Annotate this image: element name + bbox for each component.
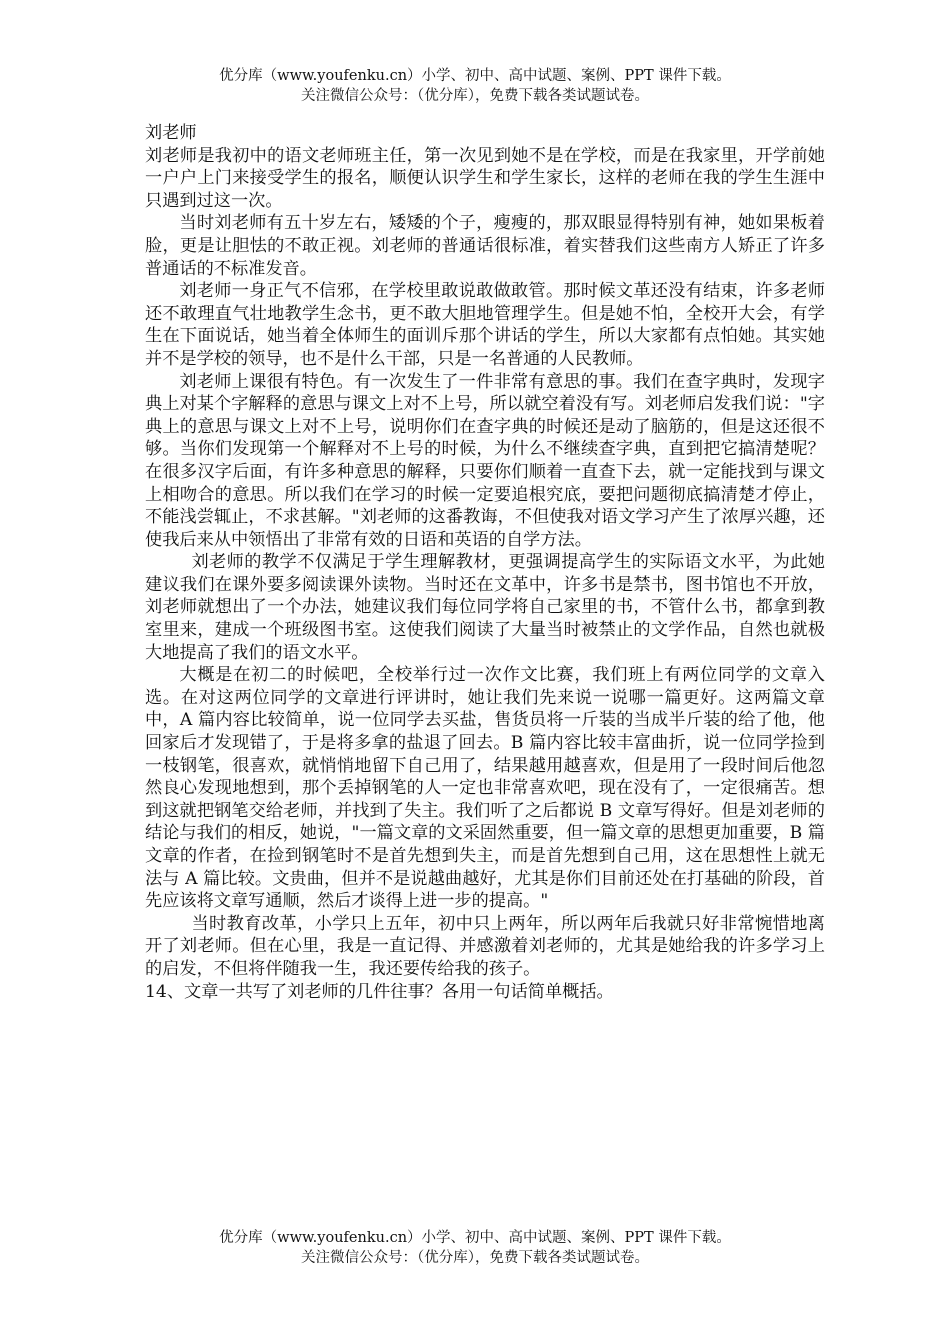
paragraph-1: 刘老师是我初中的语文老师班主任，第一次见到她不是在学校，而是在我家里，开学前她一户户上门来接受学生的报名，顺便认识学生和学生家长，这样的老师在我的学生生涯中只遇到过这一次。 (145, 145, 825, 211)
header-line-1: 优分库（www.youfenku.cn）小学、初中、高中试题、案例、PPT 课件下载。 (219, 68, 731, 84)
header-line-2: 关注微信公众号：（优分库），免费下载各类试题试卷。 (301, 88, 649, 104)
article-title: 刘老师 (145, 123, 197, 143)
paragraph-2: 当时刘老师有五十岁左右，矮矮的个子，瘦瘦的，那双眼显得特别有神，她如果板着脸，更是让胆怯的不敢正视。刘老师的普通话很标准，着实替我们这些南方人矫正了许多普通话的不标准发音。 (145, 213, 825, 279)
article-body (145, 122, 825, 1003)
footer-line-2: 关注微信公众号：（优分库），免费下载各类试题试卷。 (301, 1250, 649, 1266)
question-14: 14、文章一共写了刘老师的几件往事？各用一句话简单概括。 (145, 981, 614, 1002)
footer-line-1: 优分库（www.youfenku.cn）小学、初中、高中试题、案例、PPT 课件下载。 (219, 1230, 731, 1246)
paragraph-4: 刘老师上课很有特色。有一次发生了一件非常有意思的事。我们在查字典时，发现字典上对某个字解释的意思与课文上对不上号，所以就空着没有写。刘老师启发我们说："字典上的意思与课文上对不上号，说明你们在查字典的时候还是动了脑筋的，但是这还很不够。当你们发现第一个解释对不上号的时候，为什么不继续查字典，直到把它搞清楚呢？在很多汉字后面，有许多种意思的解释，只要你们顺着一直查下去，就一定能找到与课文上相吻合的意思。所以我们在学习的时候一定要追根究底，要把问题彻底搞清楚才停止，不能浅尝辄止，不求甚解。"刘老师的这番教诲，不但使我对语文学习产生了浓厚兴趣，还使我后来从中领悟出了非常有效的日语和英语的自学方法。 (145, 371, 825, 550)
page-footer (0, 1228, 950, 1268)
paragraph-3: 刘老师一身正气不信邪，在学校里敢说敢做敢管。那时候文革还没有结束，许多老师还不敢理直气壮地教学生念书，更不敢大胆地管理学生。但是她不怕，全校开大会，有学生在下面说话，她当着全体师生的面训斥那个讲话的学生，所以大家都有点怕她。其实她并不是学校的领导，也不是什么干部，只是一名普通的人民教师。 (145, 281, 825, 369)
paragraph-6: 大概是在初二的时候吧，全校举行过一次作文比赛，我们班上有两位同学的文章入选。在对这两位同学的文章进行评讲时，她让我们先来说一说哪一篇更好。这两篇文章中，A 篇内容比较简单，说一位同学去买盐，售货员将一斤装的当成半斤装的给了他，他回家后才发现错了，于是将多拿的盐退了回去。B 篇内容比较丰富曲折，说一位同学捡到一枝钢笔，很喜欢，就悄悄地留下自己用了，结果越用越喜欢，但是用了一段时间后他忽然良心发现地想到，那个丢掉钢笔的人一定也非常喜欢吧，现在没有了，一定很痛苦。想到这就把钢笔交给老师，并找到了失主。我们听了之后都说 B 文章写得好。但是刘老师的结论与我们的相反，她说，"一篇文章的文采固然重要，但一篇文章的思想更加重要，B 篇文章的作者，在捡到钢笔时不是首先想到失主，而是首先想到自己用，这在思想性上就无法与 A 篇比较。文贵曲，但并不是说越曲越好，尤其是你们目前还处在打基础的阶段，首先应该将文章写通顺，然后才谈得上进一步的提高。" (145, 665, 825, 912)
paragraph-7: 当时教育改革，小学只上五年，初中只上两年，所以两年后我就只好非常惋惜地离开了刘老师。但在心里，我是一直记得、并感激着刘老师的，尤其是她给我的许多学习上的启发，不但将伴随我一生，我还要传给我的孩子。 (145, 913, 825, 979)
paragraph-5: 刘老师的教学不仅满足于学生理解教材，更强调提高学生的实际语文水平，为此她建议我们在课外要多阅读课外读物。当时还在文革中，许多书是禁书，图书馆也不开放，刘老师就想出了一个办法，她建议我们每位同学将自己家里的书，不管什么书，都拿到教室里来，建成一个班级图书室。这使我们阅读了大量当时被禁止的文学作品，自然也就极大地提高了我们的语文水平。 (145, 552, 825, 663)
page-header (0, 66, 950, 106)
